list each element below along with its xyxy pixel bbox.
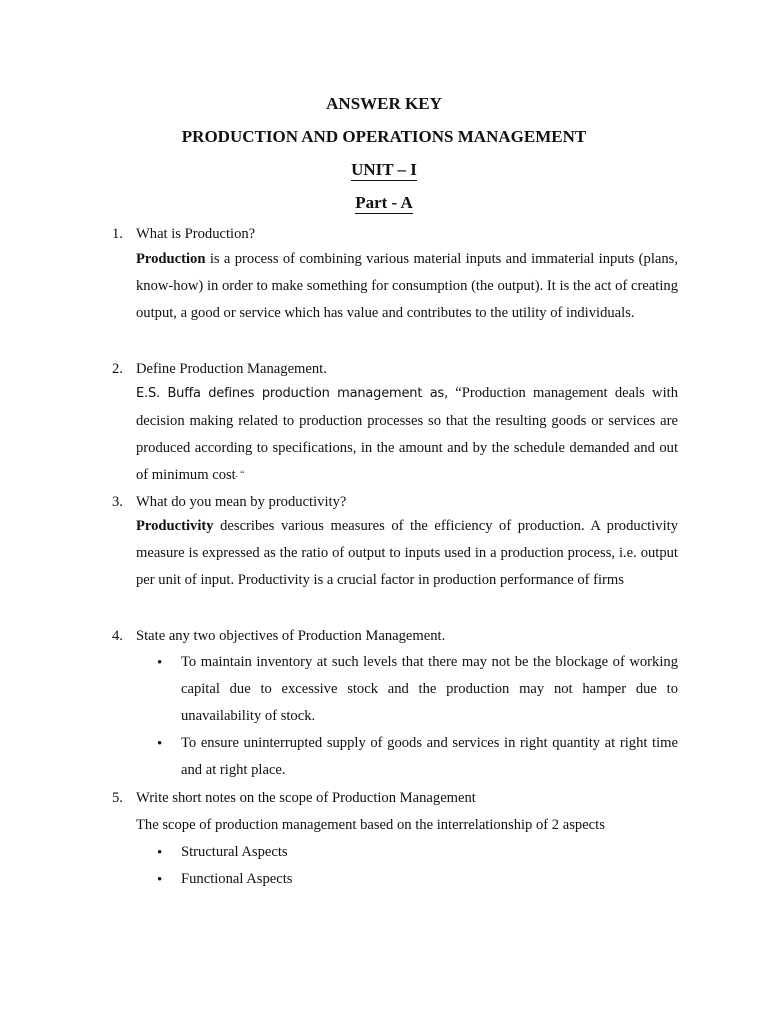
answer-key-title: ANSWER KEY — [326, 94, 442, 113]
answer-2-end: . “ — [235, 469, 245, 480]
question-number-2: 2. — [112, 361, 123, 377]
answer-2-author: E.S. Buffa defines production management as, — [136, 386, 449, 401]
question-1: What is Production? — [136, 226, 256, 242]
answer-1-text: is a process of combining various material inputs and immaterial inputs (plans, know-how) in order to make something for consumption (the output). It is the act of creating output, a good or service which has value and contributes to the utility of individuals. — [136, 251, 678, 321]
answer-2 — [136, 380, 678, 489]
bullet-glyph: • — [157, 872, 163, 888]
question-5: Write short notes on the scope of Production Management — [136, 790, 476, 806]
question-number-3: 3. — [112, 494, 123, 510]
answer-1 — [136, 246, 678, 326]
bullet-glyph: • — [157, 845, 163, 861]
question-3: What do you mean by productivity? — [136, 494, 347, 510]
objective-1: To maintain inventory at such levels that there may not be the blockage of working capital due to excessive stock and the production may not hamper due to unavailability of stock. — [181, 654, 678, 724]
scope-aspect-functional: Functional Aspects — [181, 871, 293, 887]
objective-2: To ensure uninterrupted supply of goods and services in right quantity at right time and at right place. — [181, 735, 678, 778]
bullet-glyph: • — [157, 655, 163, 671]
part-heading: Part - A — [355, 193, 413, 212]
scope-intro: The scope of production management based on the interrelationship of 2 aspects — [136, 817, 605, 833]
answer-2-text: “Production management deals with decision making related to production processes so that the resulting goods or services are produced according to specifications, in the amount and by the schedule demanded and out of minimum cost — [136, 385, 678, 484]
answer-3-term: Productivity — [136, 518, 214, 534]
question-number-4: 4. — [112, 628, 123, 644]
unit-heading: UNIT – I — [351, 160, 417, 179]
answer-1-term: Production — [136, 251, 206, 267]
bullet-glyph: • — [157, 736, 163, 752]
question-number-5: 5. — [112, 790, 123, 806]
question-number-1: 1. — [112, 226, 123, 242]
answer-3 — [136, 513, 678, 593]
question-4: State any two objectives of Production Management. — [136, 628, 446, 644]
answer-3-text: describes various measures of the efficiency of production. A productivity measure is expressed as the ratio of output to inputs used in a production process, i.e. output per unit of input. Productivity is a crucial factor in production performance of firms — [136, 518, 678, 588]
course-title: PRODUCTION AND OPERATIONS MANAGEMENT — [181, 127, 587, 146]
question-2: Define Production Management. — [136, 361, 327, 377]
scope-aspect-structural: Structural Aspects — [181, 844, 288, 860]
